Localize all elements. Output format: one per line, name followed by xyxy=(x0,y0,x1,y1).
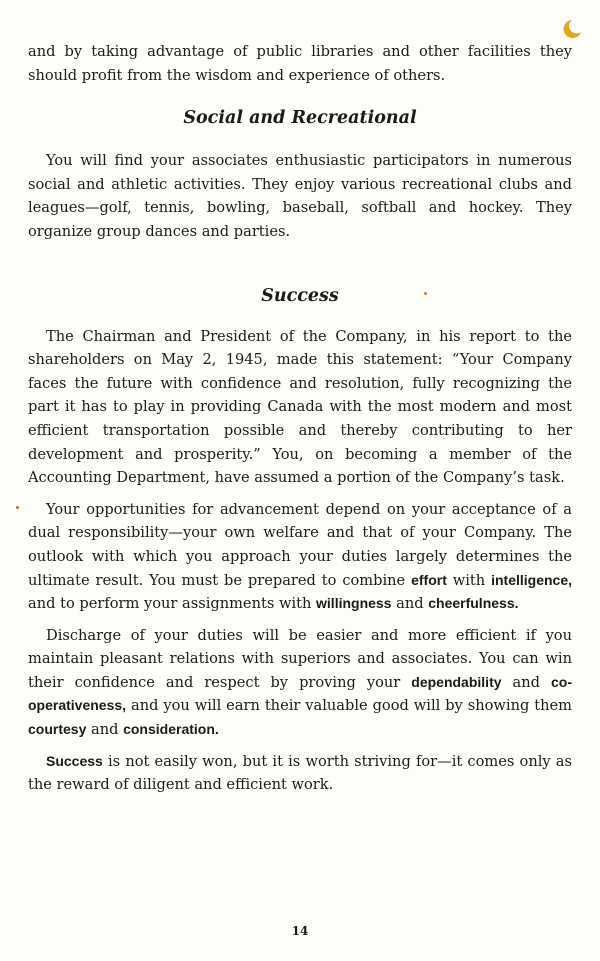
success-paragraph-4: Success is not easily won, but it is worth striving for—it comes only as the reward of diligent and efficient work. xyxy=(28,752,572,794)
emphasis-success: Success xyxy=(46,752,103,769)
emphasis-consideration: consideration. xyxy=(123,721,219,738)
page-number: 14 xyxy=(291,924,309,938)
emphasis-cooperativeness: co-operativeness, xyxy=(28,673,572,714)
success-paragraph-3: Discharge of your duties will be easier and more efficient if you maintain pleasant relations with superiors and associates. You can win their confidence and respect by proving your dependability and co-operativeness, and you will earn their valuable good will by showing them courtesy and consideration. xyxy=(28,626,572,739)
emphasis-courtesy: courtesy xyxy=(28,721,87,738)
emphasis-willingness: willingness xyxy=(316,595,392,612)
heading-success: Success xyxy=(261,285,339,306)
heading-social-recreational: Social and Recreational xyxy=(183,108,417,129)
emphasis-effort: effort xyxy=(411,571,447,588)
social-paragraph: You will find your associates enthusiastic participators in numerous social and athletic activities. They enjoy various recreational clubs and leagues—golf, tennis, bowling, baseball, softball and hockey. They organize group dances and parties. xyxy=(28,152,572,240)
success-paragraph-1: The Chairman and President of the Company, in his report to the shareholders on May 2, 1945, made this statement: “Your Company faces the future with confidence and resolution, fully recognizing the part it has to play in providing Canada with the most modern and most efficient transportation possible and thereby contributing to her development and prosperity.” You, on becoming a member of the Accounting Department, have assumed a portion of the Company’s task. xyxy=(28,327,572,487)
emphasis-dependability: dependability xyxy=(411,673,502,690)
emphasis-intelligence: intelligence, xyxy=(491,571,573,588)
crescent-moon-icon xyxy=(562,18,582,40)
success-paragraph-2: Your opportunities for advancement depend on your acceptance of a dual responsibility—your own welfare and that of your Company. The outlook with which you approach your duties largely determines the ultimate result. You must be prepared to combine effort with intelligence, and to perform your assignments with willingness and cheerfulness. xyxy=(28,500,573,613)
intro-paragraph: and by taking advantage of public libraries and other facilities they should profit from the wisdom and experience of others. xyxy=(28,43,572,84)
emphasis-cheerfulness: cheerfulness. xyxy=(428,595,519,612)
ink-speck xyxy=(16,506,19,509)
page-content xyxy=(28,40,572,797)
